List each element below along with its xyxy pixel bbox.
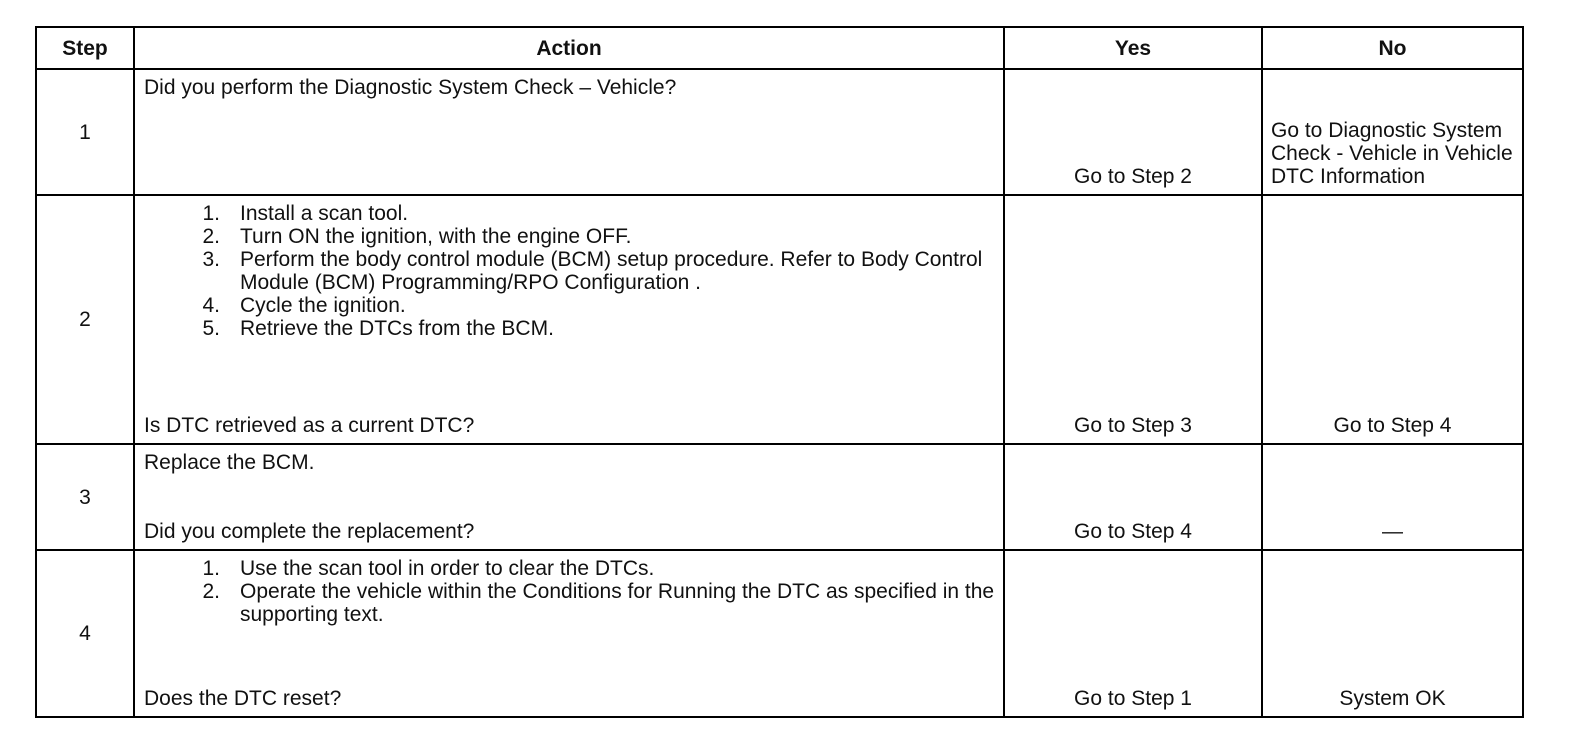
list-item: 3. Perform the body control module (BCM) setup procedure. Refer to Body Control Module (BCM) Programming/RPO Configuration . — [202, 248, 983, 294]
yes-cell: Go to Step 3 — [1004, 195, 1262, 444]
list-item: 2. Operate the vehicle within the Conditions for Running the DTC as specified in the supporting text. — [202, 580, 995, 626]
step-number: 4 — [36, 550, 134, 717]
header-no: No — [1262, 27, 1523, 69]
action-list — [144, 557, 995, 626]
table-row — [36, 550, 1523, 717]
step-number: 2 — [36, 195, 134, 444]
table-row — [36, 444, 1523, 550]
action-list — [144, 202, 995, 340]
list-item: 1. Install a scan tool. — [202, 202, 409, 225]
header-action: Action — [134, 27, 1004, 69]
action-question: Did you perform the Diagnostic System Check – Vehicle? — [144, 76, 677, 99]
no-cell: System OK — [1262, 550, 1523, 717]
action-question: Did you complete the replacement? — [144, 520, 475, 543]
header-step: Step — [36, 27, 134, 69]
action-question: Does the DTC reset? — [144, 687, 342, 710]
table-row — [36, 69, 1523, 195]
action-question: Is DTC retrieved as a current DTC? — [144, 414, 475, 437]
step-number: 1 — [36, 69, 134, 195]
list-item: 1. Use the scan tool in order to clear the DTCs. — [202, 557, 655, 580]
yes-cell: Go to Step 4 — [1004, 444, 1262, 550]
action-cell — [134, 195, 1004, 444]
yes-cell: Go to Step 2 — [1004, 69, 1262, 195]
no-cell: Go to Diagnostic System Check - Vehicle in Vehicle DTC Information — [1262, 69, 1523, 195]
header-row — [36, 27, 1523, 69]
action-cell — [134, 550, 1004, 717]
action-cell — [134, 444, 1004, 550]
action-instruction: Replace the BCM. — [144, 451, 315, 474]
list-item: 4. Cycle the ignition. — [202, 294, 406, 317]
action-cell — [134, 69, 1004, 195]
diagnostic-table — [35, 26, 1524, 718]
no-cell: — — [1262, 444, 1523, 550]
header-yes: Yes — [1004, 27, 1262, 69]
table-row — [36, 195, 1523, 444]
list-item: 2. Turn ON the ignition, with the engine OFF. — [202, 225, 632, 248]
yes-cell: Go to Step 1 — [1004, 550, 1262, 717]
list-item: 5. Retrieve the DTCs from the BCM. — [202, 317, 554, 340]
step-number: 3 — [36, 444, 134, 550]
no-cell: Go to Step 4 — [1262, 195, 1523, 444]
